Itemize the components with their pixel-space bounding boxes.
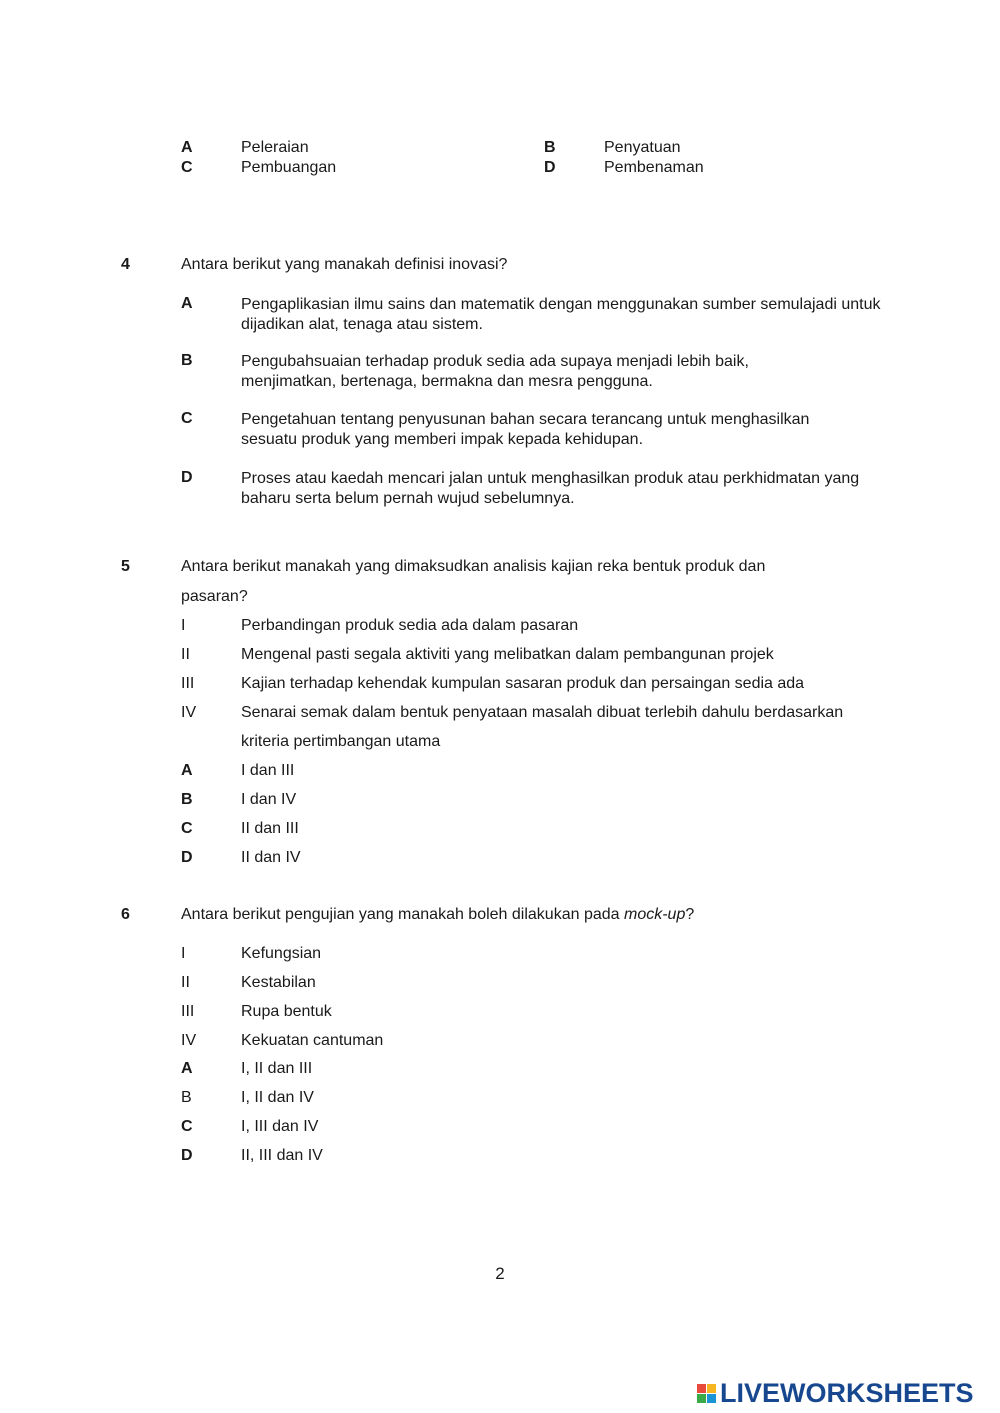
- q3-option-b-text[interactable]: Penyatuan: [604, 139, 681, 156]
- q3-option-a-letter: A: [181, 139, 193, 156]
- q6-statement-3-roman: III: [181, 1003, 195, 1020]
- q5-option-b-letter: B: [181, 791, 193, 808]
- logo-square-green: [697, 1394, 706, 1403]
- q6-question-prefix: Antara berikut pengujian yang manakah boleh dilakukan pada: [181, 906, 624, 923]
- q6-option-c-text[interactable]: I, III dan IV: [241, 1118, 319, 1135]
- q6-statement-4-roman: IV: [181, 1032, 197, 1049]
- q4-option-d-text[interactable]: Proses atau kaedah mencari jalan untuk menghasilkan produk atau perkhidmatan yang baharu serta belum pernah wujud sebelumnya.: [241, 470, 860, 507]
- q5-statement-3-text: Kajian terhadap kehendak kumpulan sasaran produk dan persaingan sedia ada: [241, 675, 805, 692]
- q5-statement-1-roman: I: [181, 617, 186, 634]
- q5-statement-4-text: Senarai semak dalam bentuk penyataan masalah dibuat terlebih dahulu berdasarkan: [241, 704, 844, 721]
- q5-statement-2-text: Mengenal pasti segala aktiviti yang melibatkan dalam pembangunan projek: [241, 646, 774, 663]
- q3-option-d-text[interactable]: Pembenaman: [604, 159, 704, 176]
- q6-question-suffix: ?: [685, 906, 695, 923]
- q5-question-line1: Antara berikut manakah yang dimaksudkan analisis kajian reka bentuk produk dan: [181, 558, 766, 575]
- q6-statement-4-text: Kekuatan cantuman: [241, 1032, 384, 1049]
- logo-square-blue: [707, 1394, 716, 1403]
- q5-statement-3-roman: III: [181, 675, 195, 692]
- q3-option-c-text[interactable]: Pembuangan: [241, 159, 337, 176]
- liveworksheets-logo-icon: [697, 1384, 716, 1403]
- q4-option-b-letter: B: [181, 352, 193, 369]
- q5-option-c-letter: C: [181, 820, 193, 837]
- q6-statement-1-roman: I: [181, 945, 186, 962]
- q3-option-c-letter: C: [181, 159, 193, 176]
- q6-option-c-letter: C: [181, 1118, 193, 1135]
- q6-option-a-letter: A: [181, 1060, 193, 1077]
- page-number: 2: [495, 1264, 505, 1283]
- q6-statement-2-roman: II: [181, 974, 190, 991]
- q5-option-b-text[interactable]: I dan IV: [241, 791, 297, 808]
- liveworksheets-logo[interactable]: [697, 1378, 974, 1408]
- q6-option-b-text[interactable]: I, II dan IV: [241, 1089, 314, 1106]
- liveworksheets-brand-text: LIVEWORKSHEETS: [720, 1378, 974, 1408]
- q5-number: 5: [121, 558, 130, 575]
- q4-option-c-letter: C: [181, 410, 193, 427]
- q5-option-c-text[interactable]: II dan III: [241, 820, 299, 837]
- q5-option-d-text[interactable]: II dan IV: [241, 849, 301, 866]
- q5-option-a-text[interactable]: I dan III: [241, 762, 295, 779]
- q6-statement-1-text: Kefungsian: [241, 945, 322, 962]
- q3-option-d-letter: D: [544, 159, 556, 176]
- q4-question: Antara berikut yang manakah definisi inovasi?: [181, 256, 508, 273]
- q6-option-d-text[interactable]: II, III dan IV: [241, 1147, 323, 1164]
- q4-option-a-text[interactable]: Pengaplikasian ilmu sains dan matematik dengan menggunakan sumber semulajadi untuk dijadikan alat, tenaga atau sistem.: [241, 296, 881, 333]
- q5-statement-2-roman: II: [181, 646, 190, 663]
- q4-option-d-letter: D: [181, 469, 193, 486]
- q5-option-d-letter: D: [181, 849, 193, 866]
- logo-square-red: [697, 1384, 706, 1393]
- q4-option-c-text[interactable]: Pengetahuan tentang penyusunan bahan secara terancang untuk menghasilkan sesuatu produk yang memberi impak kepada kehidupan.: [241, 411, 810, 448]
- q5-option-a-letter: A: [181, 762, 193, 779]
- q6-option-a-text[interactable]: I, II dan III: [241, 1060, 313, 1077]
- q4-number: 4: [121, 256, 130, 273]
- q4-option-b-text[interactable]: Pengubahsuaian terhadap produk sedia ada supaya menjadi lebih baik, menjimatkan, bertenaga, bermakna dan mesra pengguna.: [241, 353, 749, 390]
- q6-option-b-letter: B: [181, 1089, 192, 1106]
- q3-option-b-letter: B: [544, 139, 556, 156]
- logo-square-yellow: [707, 1384, 716, 1393]
- q6-question: [181, 906, 694, 924]
- q6-option-d-letter: D: [181, 1147, 193, 1164]
- q5-statement-4-roman: IV: [181, 704, 197, 721]
- q6-statement-3-text: Rupa bentuk: [241, 1003, 332, 1020]
- q5-statement-1-text: Perbandingan produk sedia ada dalam pasaran: [241, 617, 579, 634]
- q6-question-italic: mock-up: [623, 906, 686, 923]
- q6-statement-2-text: Kestabilan: [241, 974, 316, 991]
- q3-option-a-text[interactable]: Peleraian: [241, 139, 309, 156]
- q4-option-a-letter: A: [181, 295, 193, 312]
- q6-number: 6: [121, 906, 130, 923]
- q5-question-line2: pasaran?: [181, 588, 248, 605]
- q5-statement-4-text-line2: kriteria pertimbangan utama: [241, 733, 441, 750]
